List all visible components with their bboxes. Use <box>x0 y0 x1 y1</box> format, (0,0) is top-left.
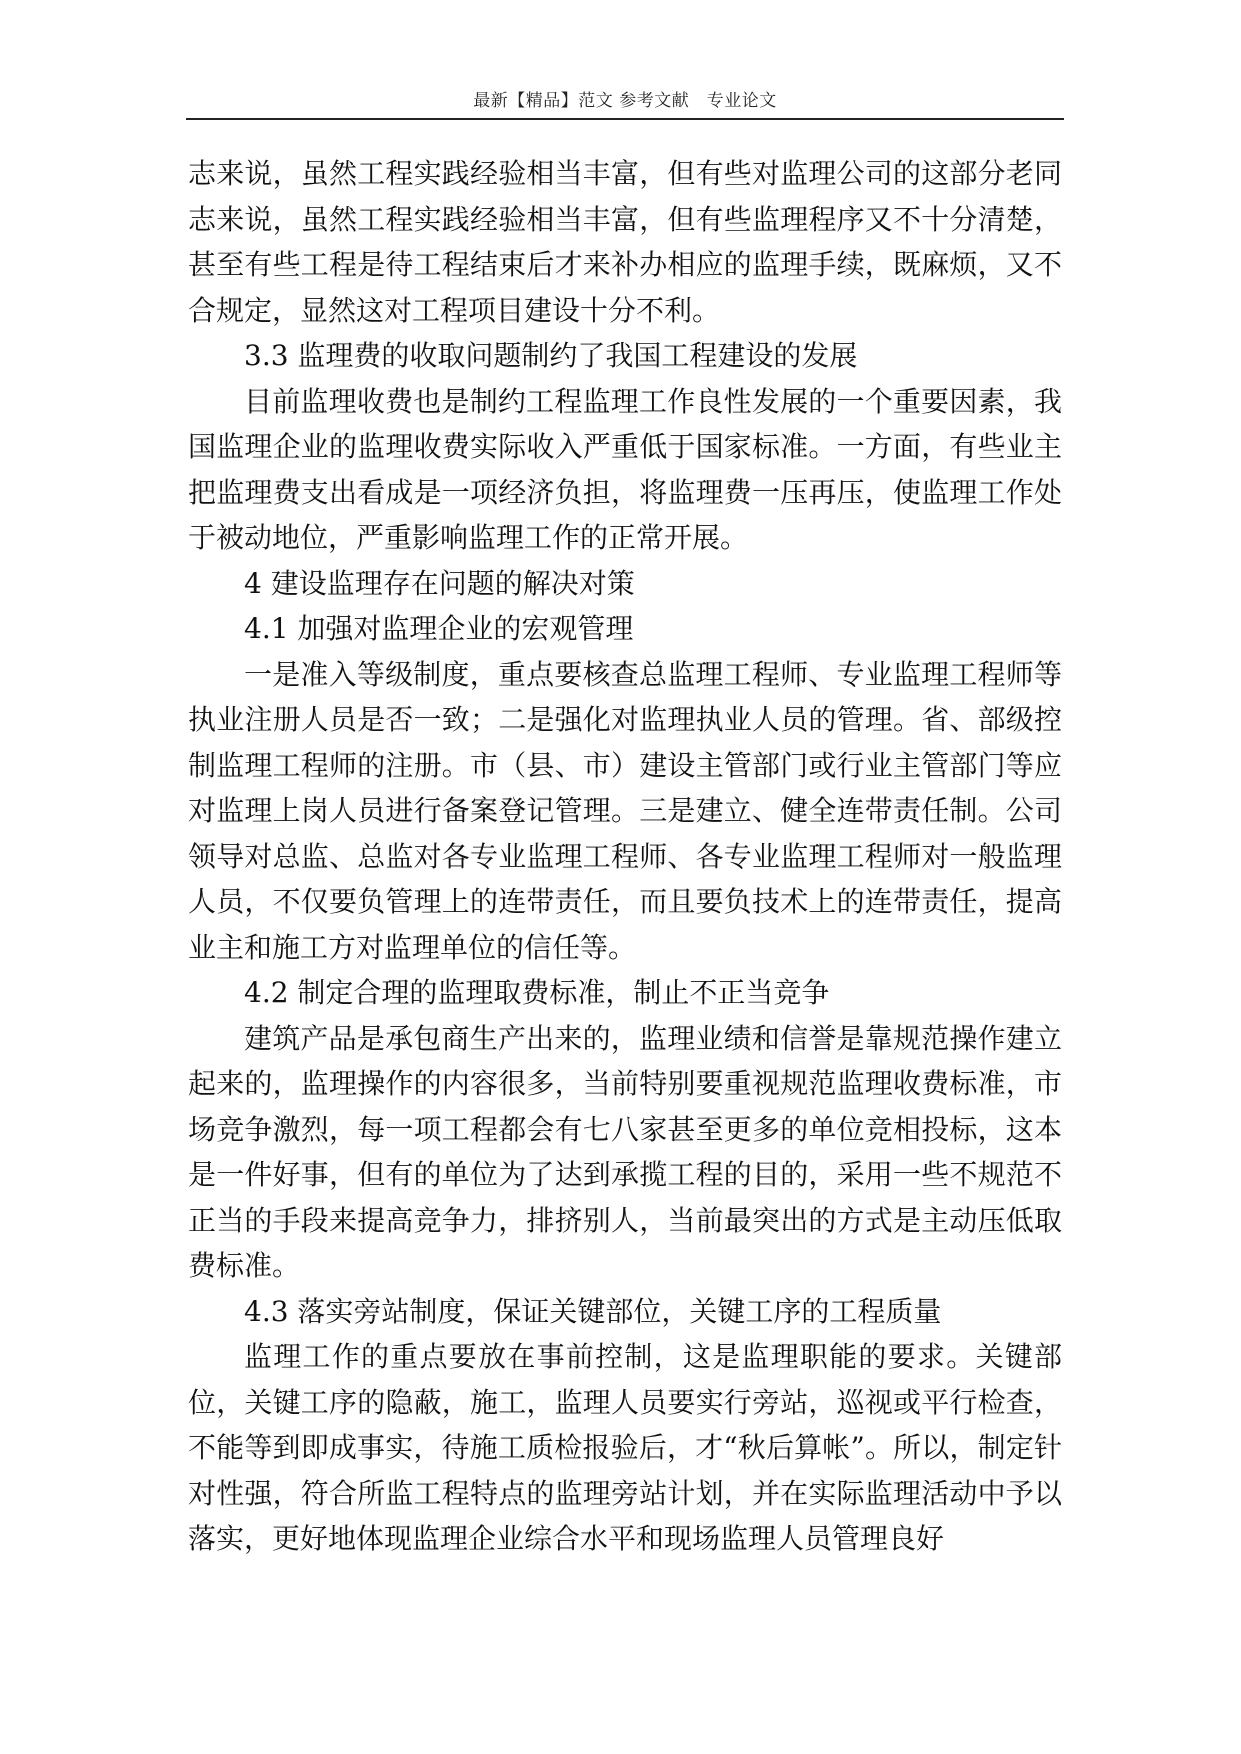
section-heading-4: 4 建设监理存在问题的解决对策 <box>244 566 635 600</box>
document-body <box>188 151 1062 1562</box>
section-heading-4-2: 4.2 制定合理的监理取费标准，制止不正当竞争 <box>244 976 830 1009</box>
paragraph: 监理工作的重点要放在事前控制，这是监理职能的要求。关键部位，关键工序的隐蔽，施工，监理人员要实行旁站，巡视或平行检查，不能等到即成事实，待施工质检报验后，才“秋后算帐”。所以，制定针对性强，符合所监工程特点的监理旁站计划，并在实际监理活动中予以落实，更好地体现监理企业综合水平和现场监理人员管理良好 <box>188 1340 1062 1555</box>
page-header: 最新【精品】范文 参考文献 专业论文 <box>186 84 1064 120</box>
section-heading-4-3: 4.3 落实旁站制度，保证关键部位，关键工序的工程质量 <box>244 1294 942 1328</box>
paragraph: 建筑产品是承包商生产出来的，监理业绩和信誉是靠规范操作建立起来的，监理操作的内容很多，当前特别要重视规范监理收费标准，市场竞争激烈，每一项工程都会有七八家甚至更多的单位竞相投标，这本是一件好事，但有的单位为了达到承揽工程的目的，采用一些不规范不正当的手段来提高竞争力，排挤别人，当前最突出的方式是主动压低取费标准。 <box>188 1021 1062 1282</box>
section-heading-4-1: 4.1 加强对监理企业的宏观管理 <box>244 612 634 645</box>
paragraph-continued: 志来说，虽然工程实践经验相当丰富，但有些对监理公司的这部分老同志来说，虽然工程实践经验相当丰富，但有些监理程序又不十分清楚，甚至有些工程是待工程结束后才来补办相应的监理手续，既麻烦，又不合规定，显然这对工程项目建设十分不利。 <box>188 157 1062 327</box>
section-heading-3-3: 3.3 监理费的收取问题制约了我国工程建设的发展 <box>244 339 858 372</box>
paragraph: 一是准入等级制度，重点要核查总监理工程师、专业监理工程师等执业注册人员是否一致；二是强化对监理执业人员的管理。省、部级控制监理工程师的注册。市（县、市）建设主管部门或行业主管部门等应对监理上岗人员进行备案登记管理。三是建立、健全连带责任制。公司领导对总监、总监对各专业监理工程师、各专业监理工程师对一般监理人员，不仅要负管理上的连带责任，而且要负技术上的连带责任，提高业主和施工方对监理单位的信任等。 <box>188 657 1062 964</box>
paragraph: 目前监理收费也是制约工程监理工作良性发展的一个重要因素，我国监理企业的监理收费实际收入严重低于国家标准。一方面，有些业主把监理费支出看成是一项经济负担，将监理费一压再压，使监理工作处于被动地位，严重影响监理工作的正常开展。 <box>188 384 1062 554</box>
